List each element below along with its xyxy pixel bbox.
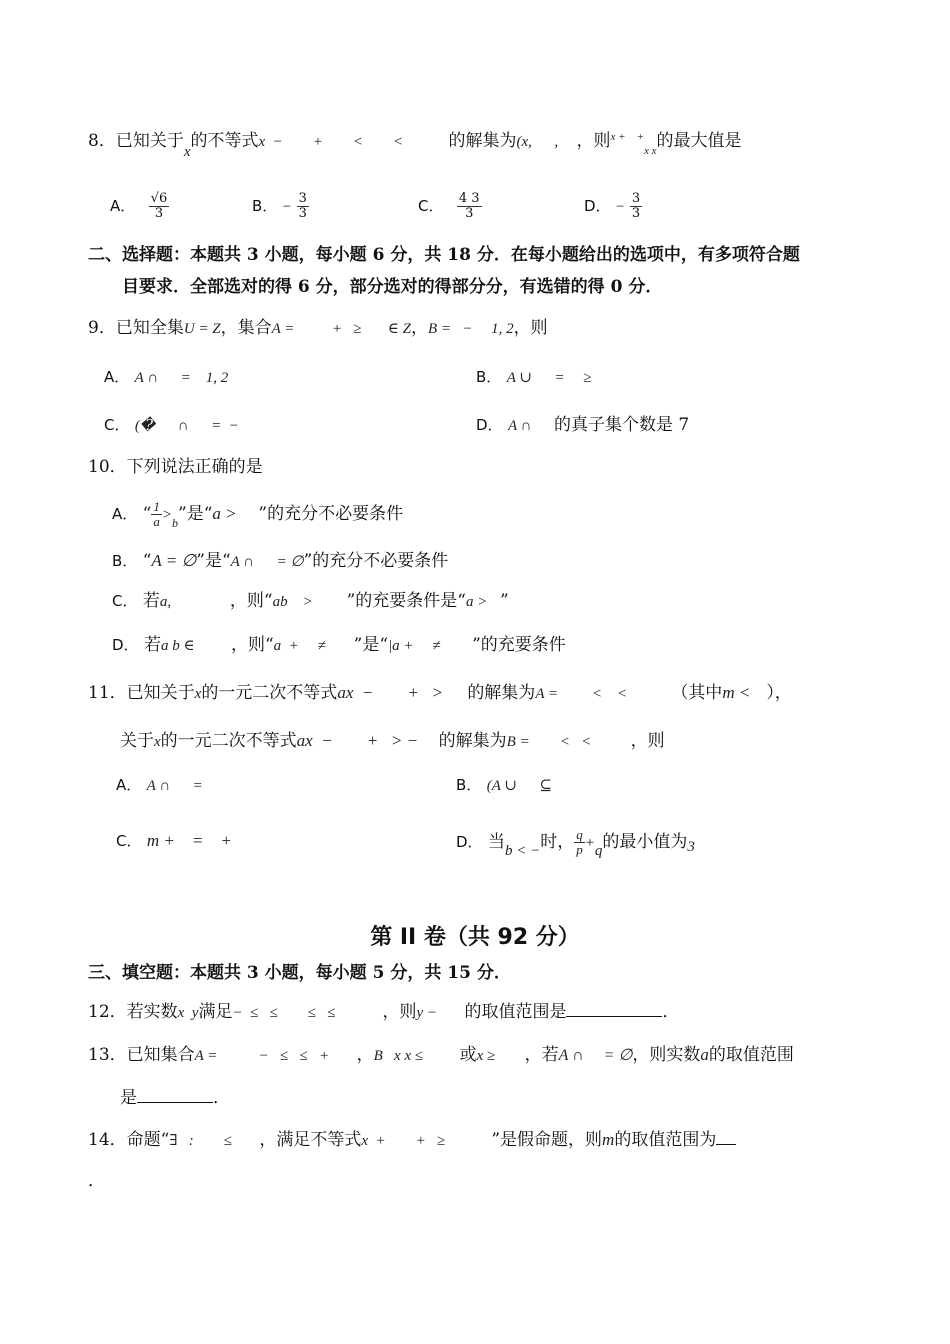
- q8-option-a: [110, 192, 169, 221]
- option-label: A．: [110, 197, 136, 215]
- option-math: A ∩ =: [146, 778, 203, 794]
- q8-text: 的解集为: [448, 131, 517, 151]
- q11-math: x: [194, 686, 202, 702]
- math-sign: −: [615, 199, 625, 215]
- q11-text: ），: [766, 683, 792, 703]
- answer-blank[interactable]: [566, 1000, 662, 1017]
- option-math: a >: [212, 504, 237, 523]
- option-text: ”是“: [196, 551, 231, 571]
- option-text: ，则“: [230, 635, 274, 655]
- option-text: 若: [143, 635, 161, 655]
- option-label: A．: [116, 776, 142, 794]
- option-text: “: [142, 504, 152, 524]
- q9-option-c: [104, 414, 239, 437]
- q14-text: 的取值范围为: [614, 1130, 717, 1150]
- q9-option-d: [476, 414, 689, 437]
- option-math: |a + ≠: [388, 638, 441, 654]
- q14-math: m: [602, 1130, 615, 1149]
- option-math: (� ∩ = −: [134, 418, 239, 434]
- q14-stem-cont: ．: [88, 1171, 105, 1191]
- fraction-num: 3: [631, 191, 641, 206]
- option-label: B．: [112, 552, 138, 570]
- option-label: B．: [252, 197, 278, 215]
- q13-text: 或: [459, 1045, 477, 1065]
- option-text: ”的充要条件是“: [346, 591, 466, 611]
- q8-text: 已知关于: [115, 131, 184, 151]
- option-text: “: [142, 551, 152, 571]
- option-math: +: [584, 835, 595, 851]
- q12-stem: [88, 1000, 679, 1024]
- q9-math: B = − 1, 2: [427, 321, 514, 337]
- q11-option-a: [116, 774, 203, 797]
- q12-text: 的取值范围是: [464, 1002, 567, 1022]
- q8-text: ，则: [576, 131, 611, 151]
- q13-math: B x x ≤: [373, 1048, 424, 1064]
- q14-math: ∃ : ≤: [169, 1133, 232, 1149]
- option-text: ”的充分不必要条件: [303, 551, 449, 571]
- section3-heading: 三、填空题：本题共 3 小题，每小题 5 分，共 15 分．: [88, 963, 511, 983]
- option-math: (A ∪ ⊆: [486, 778, 552, 794]
- q13-text: 是: [120, 1088, 137, 1108]
- option-math: a + ≠: [273, 638, 326, 654]
- q11-math: ax − + >: [337, 683, 444, 702]
- option-math: a,: [159, 594, 172, 610]
- q14-math: x + + ≥: [361, 1133, 446, 1149]
- option-label: C．: [116, 832, 142, 850]
- q11-text: ，则: [630, 731, 665, 751]
- q12-text: 若实数: [126, 1002, 178, 1022]
- option-text: 若: [142, 591, 160, 611]
- option-math: A ∪ = ≥: [506, 370, 592, 386]
- q9-text: ，集合: [220, 318, 272, 338]
- q11-math: m <: [722, 683, 751, 702]
- fraction: [457, 192, 482, 221]
- q14-text: 命题“: [126, 1130, 170, 1150]
- q11-math: x: [154, 734, 161, 750]
- fraction: [297, 192, 309, 221]
- fraction-num: √6: [150, 191, 168, 206]
- q13-text: 的取值范围: [708, 1045, 794, 1065]
- q14-text: ”是假命题，则: [491, 1130, 603, 1150]
- option-math: ab >: [272, 594, 313, 610]
- option-math: 3: [687, 839, 695, 855]
- q12-text: ，则: [382, 1002, 417, 1022]
- q9-option-a: [104, 366, 228, 389]
- q9-math: A = + ≥ ∈ Z: [271, 321, 411, 337]
- option-label: B．: [456, 776, 482, 794]
- q13-math: x ≥: [476, 1048, 496, 1064]
- q8-math: x − + < <: [258, 134, 404, 150]
- q8-math: x + +: [610, 131, 644, 143]
- option-math: >: [161, 507, 172, 523]
- q13-stem-cont: [120, 1086, 230, 1109]
- q13-text: ，若: [524, 1045, 559, 1065]
- option-text: ”是“: [178, 504, 213, 524]
- option-label: D．: [476, 416, 503, 434]
- fraction: [574, 828, 585, 857]
- fraction-num: 4 3: [458, 191, 480, 206]
- option-text: ”的充要条件: [472, 635, 566, 655]
- q11-number: 11．: [88, 683, 127, 703]
- fraction-den: a: [153, 514, 160, 529]
- option-text: ”是“: [353, 635, 389, 655]
- section2-heading-cont: 目要求．全部选对的得 6 分，部分选对的得部分分，有选错的得 0 分．: [122, 277, 663, 297]
- option-math: b: [172, 516, 178, 530]
- q14-stem: [88, 1128, 736, 1152]
- q10-option-b: [112, 550, 448, 573]
- fraction-den: 3: [631, 206, 641, 221]
- q11-option-b: [456, 774, 552, 797]
- fraction-den: 3: [154, 206, 164, 221]
- option-text: ，则“: [229, 591, 273, 611]
- q11-math: A = < <: [535, 686, 628, 702]
- q11-text: 的一元二次不等式: [201, 683, 338, 703]
- math-sign: −: [282, 199, 292, 215]
- option-text: 的最小值为: [602, 832, 688, 852]
- q13-text: ，则实数: [632, 1045, 701, 1065]
- option-label: C．: [112, 592, 138, 610]
- option-text: ”: [499, 591, 509, 611]
- q10-number: 10．: [88, 457, 127, 477]
- q11-text: （其中: [671, 683, 723, 703]
- q12-text: 满足: [198, 1002, 233, 1022]
- q11-text: 的解集为: [438, 731, 507, 751]
- q11-text: 的一元二次不等式: [160, 731, 297, 751]
- q12-text: ．: [662, 1002, 680, 1022]
- option-math: m + = +: [146, 831, 232, 850]
- q8-stem: [88, 130, 742, 160]
- q13-text: ．: [213, 1088, 230, 1108]
- q13-text: ，: [356, 1045, 374, 1065]
- option-label: C．: [418, 197, 444, 215]
- part2-title: 第 II 卷（共 92 分）: [370, 925, 580, 950]
- fraction: [149, 192, 170, 221]
- option-math: a b ∈: [160, 638, 195, 654]
- fraction-num: 1: [153, 499, 160, 514]
- q13-math: A ∩ = ∅: [558, 1047, 633, 1064]
- option-math: A ∩ = ∅: [230, 554, 304, 570]
- q10-option-a: [112, 500, 403, 529]
- q11-stem: [88, 682, 792, 705]
- section2-heading: 二、选择题：本题共 3 小题，每小题 6 分，共 18 分．在每小题给出的选项中，有多项符合题: [88, 245, 800, 265]
- option-text: 当: [487, 832, 505, 852]
- q13-math: A = − ≤ ≤ +: [194, 1048, 330, 1064]
- option-math: A = ∅: [151, 551, 197, 570]
- q8-math: x x: [643, 145, 657, 157]
- q13-text: 已知集合: [126, 1045, 195, 1065]
- q8-option-c: [418, 192, 482, 221]
- q11-text: 关于: [120, 731, 154, 751]
- fraction: [151, 500, 162, 529]
- q11-math: B = < <: [506, 734, 592, 750]
- q10-option-d: [112, 634, 566, 657]
- fraction-den: p: [576, 842, 583, 857]
- q11-option-c: [116, 830, 232, 852]
- q9-text: ，则: [513, 318, 548, 338]
- q12-number: 12．: [88, 1002, 127, 1022]
- q11-math: ax − + > −: [296, 731, 419, 750]
- option-label: D．: [456, 833, 483, 851]
- q9-number: 9．: [88, 318, 116, 338]
- option-label: D．: [112, 636, 139, 654]
- q9-text: 已知全集: [115, 318, 184, 338]
- q8-number: 8．: [88, 131, 116, 151]
- q9-text: ，: [410, 318, 428, 338]
- fraction-num: 3: [298, 191, 307, 206]
- option-label: A．: [104, 368, 130, 386]
- option-math: b < −: [504, 843, 541, 859]
- fraction-den: 3: [298, 206, 307, 221]
- q14-text: ，满足不等式: [259, 1130, 362, 1150]
- option-label: C．: [104, 416, 130, 434]
- option-text: 的真子集个数是 7: [553, 415, 690, 435]
- option-math: A ∩ = 1, 2: [134, 370, 229, 386]
- q9-stem: [88, 317, 548, 340]
- option-text: 时，: [540, 832, 575, 852]
- q8-option-b: [252, 192, 309, 221]
- q10-stem: [88, 456, 263, 478]
- q13-math: a: [700, 1045, 709, 1064]
- option-math: q: [594, 843, 603, 859]
- q14-number: 14．: [88, 1130, 127, 1150]
- answer-blank[interactable]: [716, 1128, 736, 1145]
- option-math: A ∩: [507, 418, 532, 434]
- q12-math: y −: [416, 1005, 437, 1021]
- fraction: [630, 192, 642, 221]
- q8-math: x: [183, 144, 191, 160]
- q8-text: 的最大值是: [656, 131, 742, 151]
- q12-math: x y: [177, 1005, 199, 1021]
- fraction-num: q: [576, 827, 583, 842]
- fraction-den: 3: [465, 206, 474, 221]
- q11-text: 已知关于: [126, 683, 195, 703]
- option-text: ”的充分不必要条件: [258, 504, 404, 524]
- q9-option-b: [476, 366, 592, 389]
- q11-stem-cont: [120, 730, 665, 753]
- q10-text: 下列说法正确的是: [126, 457, 263, 477]
- q11-option-d: [456, 828, 695, 857]
- q8-option-d: [584, 192, 642, 221]
- q8-text: 的不等式: [190, 131, 259, 151]
- q13-number: 13．: [88, 1045, 127, 1065]
- option-label: B．: [476, 368, 502, 386]
- q9-math: U = Z: [183, 321, 221, 337]
- q12-math: − ≤ ≤ ≤ ≤: [232, 1005, 336, 1021]
- q11-text: 的解集为: [467, 683, 536, 703]
- answer-blank[interactable]: [137, 1086, 213, 1103]
- option-label: A．: [112, 505, 138, 523]
- option-label: D．: [584, 197, 611, 215]
- q13-stem: [88, 1044, 794, 1067]
- q10-option-c: [112, 590, 509, 613]
- option-math: a >: [465, 594, 488, 610]
- q8-math: (x, ,: [516, 134, 559, 150]
